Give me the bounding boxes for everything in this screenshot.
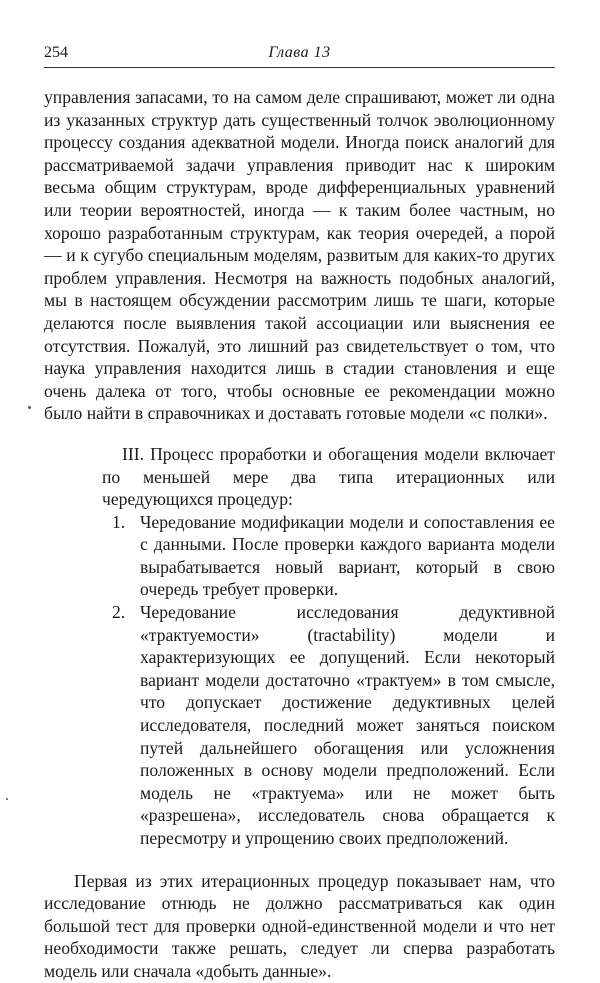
page-body: [44, 86, 555, 983]
list-item-number: 1.: [112, 511, 126, 532]
procedure-list: [44, 511, 555, 850]
scan-speck: [6, 798, 8, 800]
section-intro: III. Процесс проработки и обогащения модели включает по меньшей мере два типа итерационных или чередующихся процедур:: [102, 443, 555, 510]
list-item-number: 2.: [112, 602, 126, 623]
running-title: Глава 13: [268, 44, 331, 61]
paragraph-continuation: управления запасами, то на самом деле спрашивают, может ли одна из указанных структур дать существенный толчок эволюционному процессу создания адекватной модели. Иногда поиск аналогий для рассматриваемой задачи управления приводит нас к широким весьма общим структурам, вроде дифференциальных уравнений или теории вероятностей, иногда — к таким более частным, но хорошо разработанным структурам, как теория очередей, а порой — и к сугубо специальным моделям, развитым для каких-то других проблем управления. Несмотря на важность подобных аналогий, мы в настоящем обсуждении рассмотрим лишь те шаги, которые делаются после выявления такой ассоциации или выяснения ее отсутствия. Пожалуй, это лишний раз свидетельствует о том, что наука управления находится лишь в стадии становления и еще очень далека от того, чтобы основные ее рекомендации можно было найти в справочниках и доставать готовые модели «с полки».: [44, 87, 555, 424]
page-number: 254: [44, 44, 68, 61]
list-item-text: Чередование исследования дедуктивной «трактуемости» (tractability) модели и характеризующих ее допущений. Если некоторый вариант модели достаточно «трактуем» в том смысле, что допускает достижение дедуктивных целей исследователя, последний может заняться поиском путей дальнейшего обогащения или усложнения положенных в основу модели предположений. Если модель не «трактуема» или не может быть «разрешена», исследователь снова обращается к пересмотру и упрощению своих предположений.: [140, 602, 555, 848]
header-rule: [44, 67, 555, 68]
list-item: [112, 601, 555, 850]
list-item: [112, 511, 555, 601]
scan-speck: [28, 406, 31, 409]
list-item-text: Чередование модификации модели и сопоставления ее с данными. После проверки каждого варианта модели вырабатывается новый вариант, который в свою очередь требует проверки.: [140, 511, 555, 600]
page-header: [44, 44, 555, 66]
paragraph-final: Первая из этих итерационных процедур показывает нам, что исследование отнюдь не должно рассматриваться как один большой тест для проверки одной-единственной модели и что нет необходимости также решать, следует ли сперва разработать модель или сначала «добыть данные».: [44, 870, 555, 981]
